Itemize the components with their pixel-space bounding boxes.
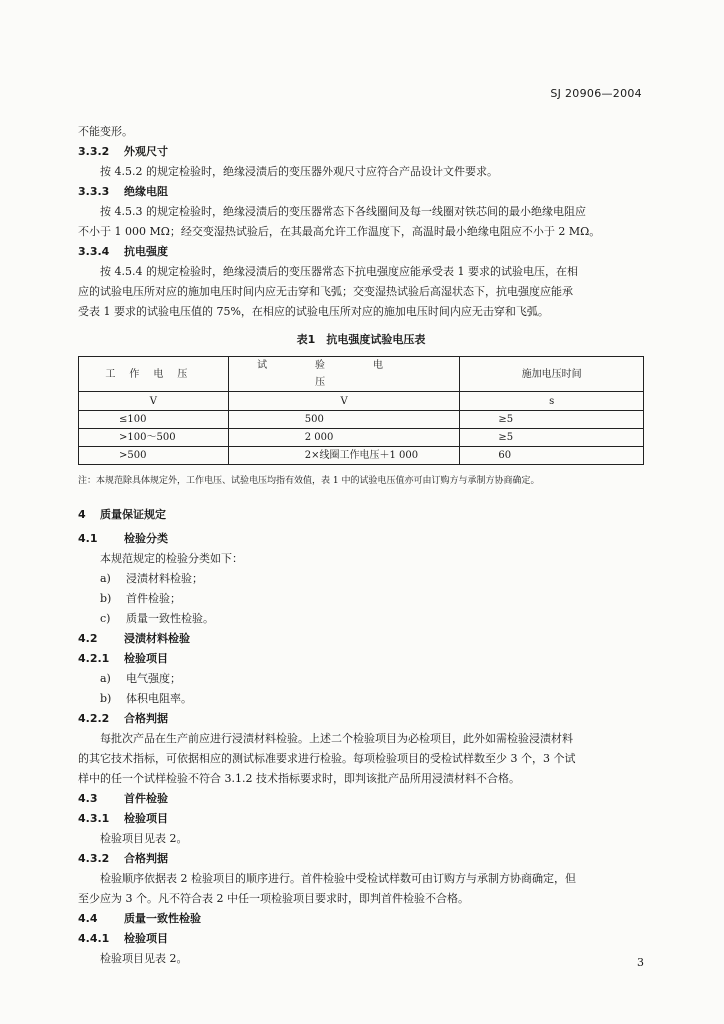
table-cell: 60 — [460, 447, 644, 465]
heading-3-3-3 — [78, 182, 644, 202]
list-item — [78, 609, 644, 629]
heading-4 — [78, 505, 644, 525]
table-title: 表1 抗电强度试验电压表 — [296, 333, 426, 346]
heading-title: 合格判据 — [124, 712, 168, 725]
list-marker: a) — [100, 572, 111, 585]
list-text: 电气强度； — [126, 672, 181, 685]
heading-4-2-2 — [78, 709, 644, 729]
heading-number: 3.3.2 — [78, 145, 110, 158]
heading-title: 绝缘电阻 — [124, 185, 168, 198]
heading-title: 浸渍材料检验 — [124, 632, 190, 645]
paragraph-line: 应的试验电压所对应的施加电压时间内应无击穿和飞弧；交变湿热试验后高湿状态下，抗电强度应能承 — [78, 285, 573, 298]
table-note: 注：本规范除具体规定外，工作电压、试验电压均指有效值，表 1 中的试验电压值亦可由订购方与承制方协商确定。 — [78, 476, 540, 486]
heading-4-3 — [78, 789, 644, 809]
heading-number: 4.4 — [78, 912, 98, 925]
paragraph-line: 按 4.5.4 的规定检验时，绝缘浸渍后的变压器常态下抗电强度应能承受表 1 要求的试验电压，在相 — [100, 265, 578, 278]
column-unit: s — [460, 392, 644, 411]
list-marker: c) — [100, 612, 111, 625]
heading-title: 抗电强度 — [124, 245, 168, 258]
column-header: 工作电压 — [79, 357, 229, 392]
heading-number: 4.3.1 — [78, 812, 110, 825]
heading-title: 检验项目 — [124, 932, 168, 945]
paragraph-line: 本规范规定的检验分类如下： — [100, 552, 243, 565]
table-cell: ≥5 — [460, 411, 644, 429]
column-unit: V — [228, 392, 460, 411]
table-cell: 2 000 — [228, 429, 460, 447]
list-item — [78, 569, 644, 589]
paragraph-line: 样中的任一个试样检验不符合 3.1.2 技术指标要求时，即判该批产品所用浸渍材料不合格。 — [78, 772, 520, 785]
paragraph-line: 的其它技术指标，可依据相应的测试标准要求进行检验。每项检验项目的受检试样数至少 3 个，3 个试 — [78, 752, 576, 765]
paragraph-line: 至少应为 3 个。凡不符合表 2 中任一项检验项目要求时，即判首件检验不合格。 — [78, 892, 469, 905]
list-text: 体积电阻率。 — [126, 692, 192, 705]
heading-number: 3.3.3 — [78, 185, 110, 198]
heading-number: 4.1 — [78, 532, 98, 545]
list-item — [78, 589, 644, 609]
column-unit: V — [79, 392, 229, 411]
table-row — [79, 447, 644, 465]
heading-title: 首件检验 — [124, 792, 168, 805]
heading-4-2-1 — [78, 649, 644, 669]
table-cell: 2×线圈工作电压＋1 000 — [228, 447, 460, 465]
table-cell: 500 — [228, 411, 460, 429]
heading-title: 检验项目 — [124, 652, 168, 665]
heading-number: 4.2.2 — [78, 712, 110, 725]
heading-title: 质量一致性检验 — [124, 912, 201, 925]
paragraph-line: 检验顺序依据表 2 检验项目的顺序进行。首件检验中受检试样数可由订购方与承制方协商确定，但 — [100, 872, 576, 885]
page-body — [78, 122, 644, 969]
list-text: 浸渍材料检验； — [126, 572, 203, 585]
voltage-table — [78, 356, 644, 465]
list-item — [78, 669, 644, 689]
heading-number: 4.3 — [78, 792, 98, 805]
heading-title: 检验分类 — [124, 532, 168, 545]
heading-title: 合格判据 — [124, 852, 168, 865]
list-text: 质量一致性检验。 — [126, 612, 214, 625]
paragraph-3-3-2: 按 4.5.2 的规定检验时，绝缘浸渍后的变压器外观尺寸应符合产品设计文件要求。 — [100, 165, 498, 178]
page-number: 3 — [637, 956, 644, 969]
heading-number: 4 — [78, 508, 86, 521]
list-marker: b) — [100, 692, 112, 705]
list-marker: a) — [100, 672, 111, 685]
paragraph-line: 不小于 1 000 MΩ；经交变湿热试验后，在其最高允许工作温度下，高温时最小绝缘电阻应不小于 2 MΩ。 — [78, 225, 601, 238]
table-row — [79, 411, 644, 429]
heading-title: 外观尺寸 — [124, 145, 168, 158]
heading-4-3-1 — [78, 809, 644, 829]
heading-title: 检验项目 — [124, 812, 168, 825]
heading-number: 3.3.4 — [78, 245, 110, 258]
continuation-text: 不能变形。 — [78, 125, 133, 138]
table-unit-row — [79, 392, 644, 411]
table-cell: ≥5 — [460, 429, 644, 447]
table-header-row — [79, 357, 644, 392]
column-header: 施加电压时间 — [460, 357, 644, 392]
heading-3-3-4 — [78, 242, 644, 262]
heading-4-4-1 — [78, 929, 644, 949]
heading-title: 质量保证规定 — [100, 508, 166, 521]
table-cell: >500 — [79, 447, 229, 465]
document-code: SJ 20906—2004 — [550, 87, 642, 100]
paragraph-line: 检验项目见表 2。 — [100, 832, 188, 845]
paragraph-line: 每批次产品在生产前应进行浸渍材料检验。上述二个检验项目为必检项目，此外如需检验浸渍材料 — [100, 732, 573, 745]
heading-number: 4.3.2 — [78, 852, 110, 865]
list-text: 首件检验； — [126, 592, 181, 605]
paragraph-line: 按 4.5.3 的规定检验时，绝缘浸渍后的变压器常态下各线圈间及每一线圈对铁芯间的最小绝缘电阻应 — [100, 205, 586, 218]
list-marker: b) — [100, 592, 112, 605]
heading-4-2 — [78, 629, 644, 649]
table-cell: >100～500 — [79, 429, 229, 447]
paragraph-line: 检验项目见表 2。 — [100, 952, 188, 965]
heading-4-4 — [78, 909, 644, 929]
heading-3-3-2 — [78, 142, 644, 162]
table-cell: ≤100 — [79, 411, 229, 429]
heading-4-3-2 — [78, 849, 644, 869]
heading-number: 4.2 — [78, 632, 98, 645]
table-row — [79, 429, 644, 447]
paragraph-line: 受表 1 要求的试验电压值的 75%，在相应的试验电压所对应的施加电压时间内应无击穿和飞弧。 — [78, 305, 549, 318]
column-header: 试验电压 — [228, 357, 460, 392]
list-item — [78, 689, 644, 709]
heading-number: 4.4.1 — [78, 932, 110, 945]
heading-4-1 — [78, 529, 644, 549]
heading-number: 4.2.1 — [78, 652, 110, 665]
